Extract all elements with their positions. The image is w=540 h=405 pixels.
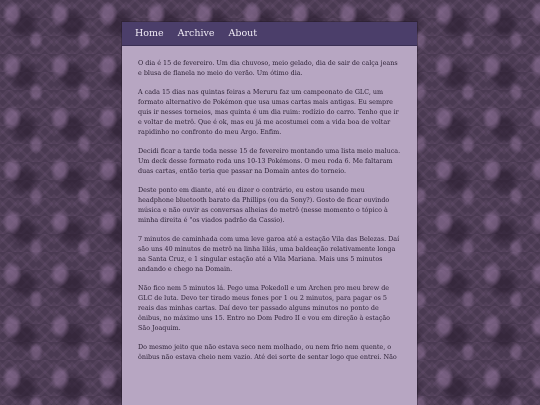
post-paragraph: O dia é 15 de fevereiro. Um dia chuvoso, meio gelado, dia de sair de calça jeans e blusa de flanela no meio do verão. Um ótimo dia.	[138, 59, 398, 77]
nav-home-link[interactable]: Home	[135, 28, 164, 39]
page-container	[122, 22, 417, 405]
nav-archive-link[interactable]: Archive	[177, 28, 215, 39]
post-paragraph: Não fico nem 5 minutos lá. Pego uma Pokedoll e um Archen pro meu brew de GLC de luta. Devo ter tirado meus fones por 1 ou 2 minutos, para pagar os 5 reais das minhas cartas. Daí devo ter passado alguns minutos no ponto de ônibus, no máximo uns 15. Entro no Dom Pedro II e vou em direção à estação São Joaquim.	[138, 284, 391, 332]
post-paragraph: Decidi ficar a tarde toda nesse 15 de fevereiro montando uma lista meio maluca. Um deck desse formato roda uns 10-13 Pokémons. O meu roda 6. Me faltaram duas cartas, então teria que passar na Domain antes do torneio.	[138, 147, 401, 175]
post-paragraph: 7 minutos de caminhada com uma leve garoa até a estação Vila das Belezas. Daí são uns 40 minutos de metrô na linha lilás, uma baldeação relativamente longa na Santa Cruz, e 1 singular estação até a Vila Mariana. Mais uns 5 minutos andando e chego na Domain.	[138, 235, 400, 273]
post-paragraph: Do mesmo jeito que não estava seco nem molhado, ou nem frio nem quente, o ônibus não estava cheio nem vazio. Até dei sorte de sentar logo que entrei. Não	[138, 343, 397, 361]
post-paragraph: A cada 15 dias nas quintas feiras a Meruru faz um campeonato de GLC, um formato alternativo de Pokémon que usa umas cartas mais antigas. Eu sempre quis ir nesses torneios, mas quinta é um dia ruim: rodízio do carro. Tenho que ir e voltar de metrô. Que é ok, mas eu já me acostumei com a vida boa de voltar rapidinho no confronto do meu Argo. Enfim.	[138, 88, 399, 136]
top-nav	[122, 22, 417, 46]
post-content	[122, 46, 417, 362]
nav-about-link[interactable]: About	[228, 28, 258, 39]
post-paragraph: Deste ponto em diante, até eu dizer o contrário, eu estou usando meu headphone bluetooth barato da Phillips (ou da Sony?). Gosto de ficar ouvindo música e não ouvir as conversas alheias do metrô (nesse momento o tópico à minha direita é "os viados padrão da Cassio).	[138, 186, 390, 224]
